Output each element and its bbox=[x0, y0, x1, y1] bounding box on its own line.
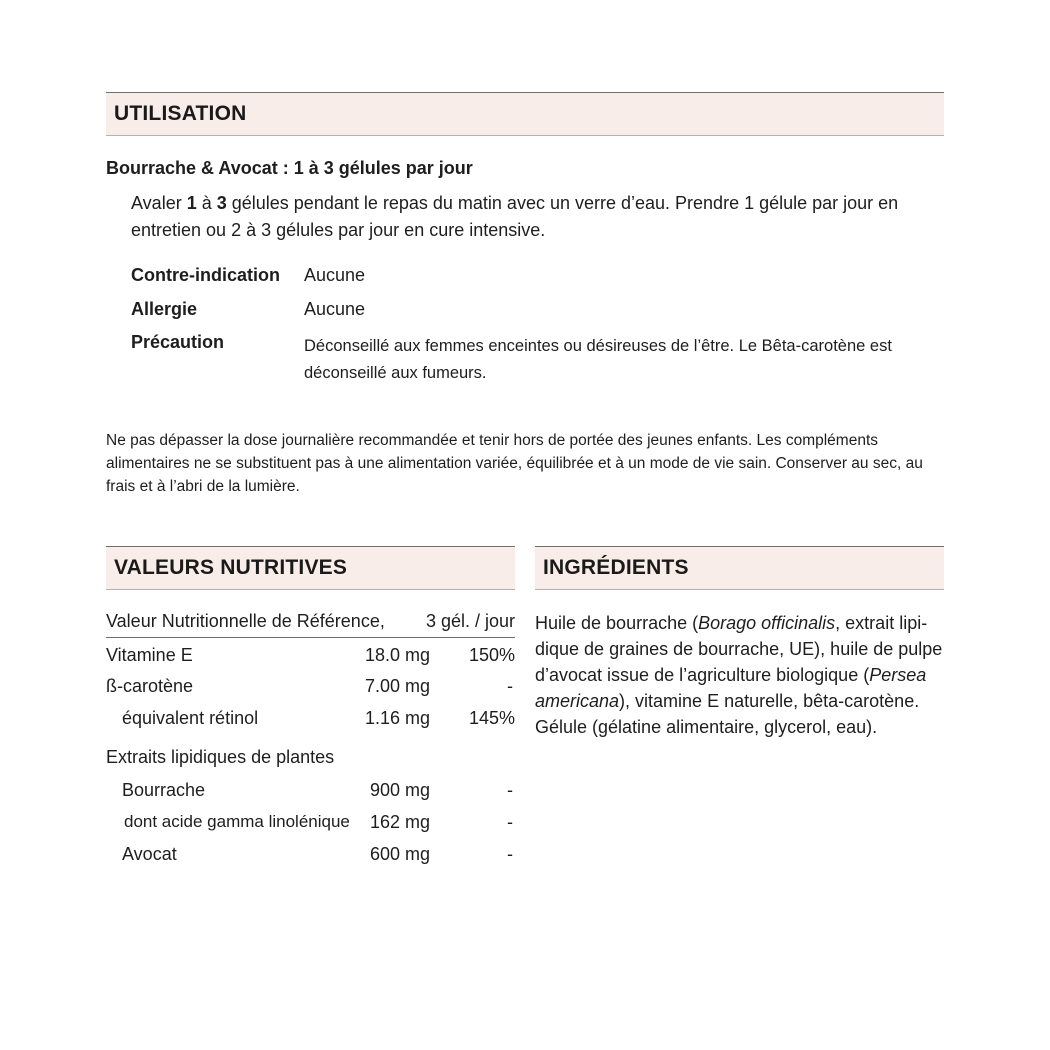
dose-max: 3 bbox=[216, 193, 227, 213]
nutrition-header-label: Valeur Nutritionnelle de Référence, bbox=[106, 611, 385, 631]
nutrient-percent: 145% bbox=[468, 708, 515, 728]
nutrient-amount: 7.00 mg bbox=[364, 676, 430, 696]
ingredients-text bbox=[535, 610, 947, 740]
ingredients-text-part: Huile de bourrache ( bbox=[535, 613, 699, 633]
nutrient-name: dont acide gamma linolénique bbox=[124, 812, 350, 831]
allergie-value: Aucune bbox=[304, 299, 366, 319]
nutrient-percent: - bbox=[507, 844, 513, 864]
ingredients-text-part: ), vitamine E naturelle, bêta-carotène. Gélule (gélatine alimentaire, glycerol, eau). bbox=[535, 691, 920, 737]
nutrient-name: Avocat bbox=[122, 844, 177, 864]
nutrient-amount: 600 mg bbox=[369, 844, 430, 864]
dose-min: 1 bbox=[186, 193, 197, 213]
nutrient-name: Bourrache bbox=[122, 780, 206, 800]
contre-indication-value: Aucune bbox=[304, 265, 366, 285]
utilisation-header bbox=[106, 92, 944, 136]
contre-indication-label: Contre-indication bbox=[131, 265, 280, 285]
valeurs-nutritives-header bbox=[106, 546, 515, 590]
plant-extracts-label: Extraits lipidiques de plantes bbox=[106, 747, 335, 767]
ingredients-title: INGRÉDIENTS bbox=[543, 556, 689, 579]
ingredients-text-part: , extrait lipidique de graines de bourrache, UE), huile de pulpe d’avocat issue de l’agriculture biologique ( bbox=[535, 613, 943, 685]
nutrition-header-value: 3 gél. / jour bbox=[425, 611, 515, 631]
nutrient-amount: 1.16 mg bbox=[364, 708, 430, 728]
precaution-value: Déconseillé aux femmes enceintes ou désireuses de l’être. Le Bêta-carotène est déconseillé aux fumeurs. bbox=[304, 337, 892, 382]
nutrient-percent: 150% bbox=[468, 645, 515, 665]
utilisation-title: UTILISATION bbox=[114, 102, 247, 125]
precaution-label: Précaution bbox=[131, 332, 225, 352]
nutrient-amount: 18.0 mg bbox=[364, 645, 430, 665]
nutrition-header-divider bbox=[106, 637, 515, 638]
latin-name: Borago officinalis bbox=[698, 613, 836, 633]
nutrient-name: équivalent rétinol bbox=[122, 708, 259, 728]
dose-text-part: Avaler bbox=[131, 193, 187, 213]
ingredients-header bbox=[535, 546, 944, 590]
nutrient-name: Vitamine E bbox=[106, 645, 193, 665]
nutrient-name: ß-carotène bbox=[106, 676, 194, 696]
dose-text-part: gélules pendant le repas du matin avec un verre d’eau. Prendre 1 gélule par jour en entretien ou 2 à 3 gélules par jour en cure intensive. bbox=[131, 193, 899, 240]
dose-instructions bbox=[131, 190, 946, 244]
valeurs-nutritives-title: VALEURS NUTRITIVES bbox=[114, 556, 348, 579]
nutrient-amount: 162 mg bbox=[369, 812, 430, 832]
nutrient-percent: - bbox=[507, 780, 513, 800]
dose-title: Bourrache & Avocat : 1 à 3 gélules par jour bbox=[106, 158, 473, 178]
allergie-label: Allergie bbox=[131, 299, 198, 319]
nutrient-percent: - bbox=[507, 812, 513, 832]
nutrient-amount: 900 mg bbox=[369, 780, 430, 800]
warning-text: Ne pas dépasser la dose journalière recommandée et tenir hors de portée des jeunes enfants. Les compléments alimentaires ne se substituent pas à une alimentation variée, équilibrée et à un mode de vie sain. Conserver au sec, au frais et à l’abri de la lumière. bbox=[106, 432, 923, 495]
nutrient-percent: - bbox=[507, 676, 513, 696]
latin-name: Persea americana bbox=[535, 665, 927, 711]
dose-text-part: à bbox=[196, 193, 217, 213]
